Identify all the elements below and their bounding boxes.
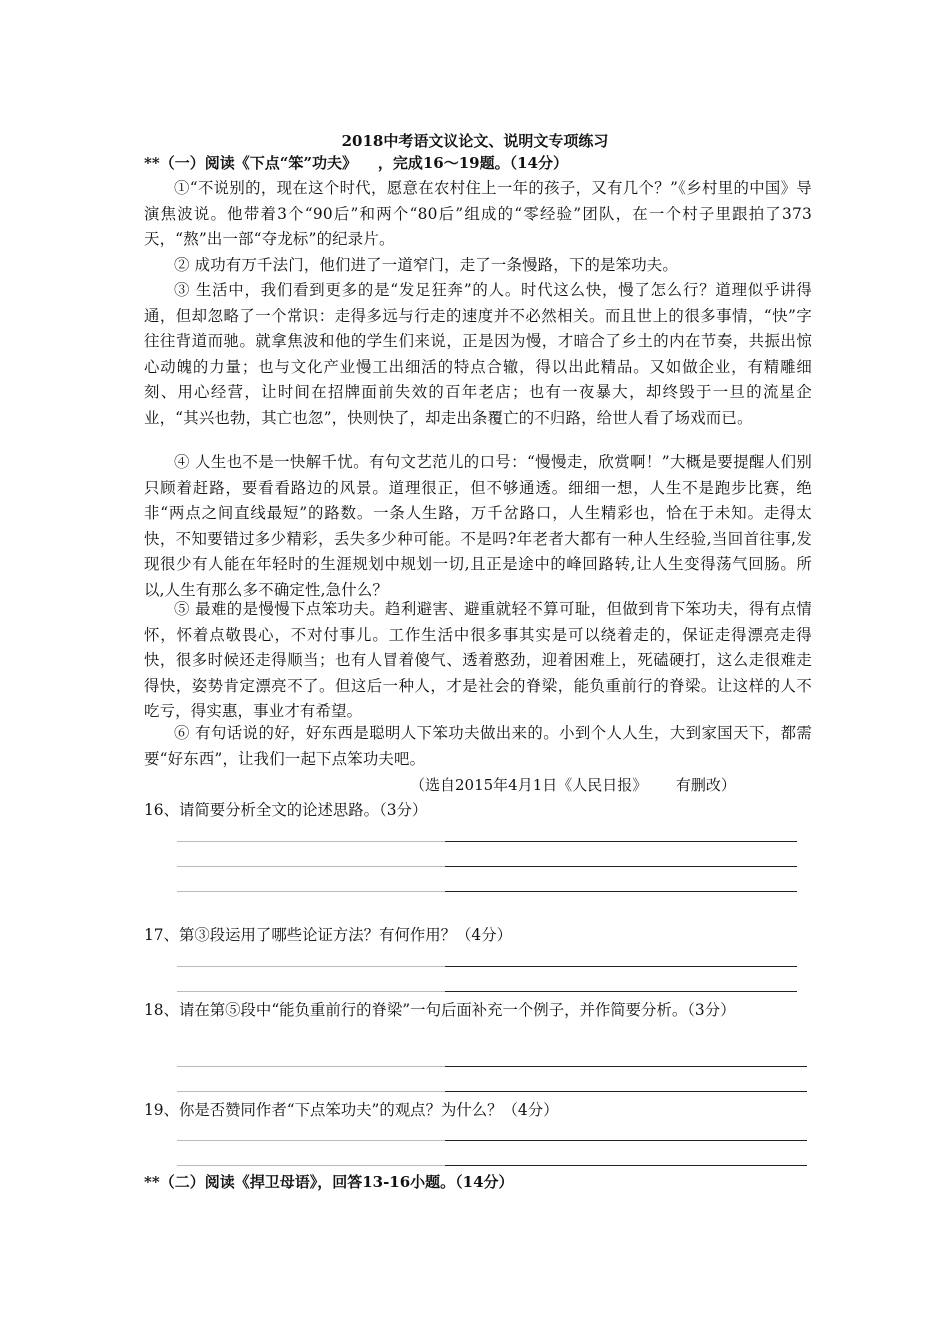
answer-line[interactable] [177, 1091, 807, 1092]
answer-line[interactable] [177, 866, 797, 867]
paragraph-6: ⑥ 有句话说的好，好东西是聪明人下笨功夫做出来的。小到个人人生，大到家国天下，都需要“好东西”，让我们一起下点笨功夫吧。 [144, 724, 812, 768]
question-16: 16、请简要分析全文的论述思路。（3分） [144, 801, 428, 819]
question-19: 19、你是否赞同作者“下点笨功夫”的观点？为什么？（4分） [144, 1101, 559, 1119]
paragraph-4: ④ 人生也不是一快解千忧。有句文艺范儿的口号：“慢慢走，欣赏啊！”大概是要提醒人们别只顾着赶路，要看看路边的风景。道理很正，但不够通透。细细一想，人生不是跑步比赛，绝非“两点之间直线最短”的路数。一条人生路，万千岔路口，人生精彩也，恰在于未知。走得太快，不知要错过多少精彩，丢失多少种可能。不是吗?年老者大都有一种人生经验,当回首往事,发现很少有人能在年轻时的生涯规划中规划一切,且正是途中的峰回路转,让人生变得荡气回肠。所以,人生有那么多不确定性,急什么？ [144, 453, 812, 599]
answer-line[interactable] [177, 841, 797, 842]
question-18: 18、请在第⑤段中“能负重前行的脊梁”一句后面补充一个例子，并作简要分析。（3分） [144, 1001, 736, 1019]
answer-line[interactable] [177, 966, 797, 967]
paragraph-1: ①“不说别的，现在这个时代，愿意在农村住上一年的孩子，又有几个？”《乡村里的中国》导演焦波说。他带着3个“90后”和两个“80后”组成的“零经验”团队，在一个村子里跟拍了373天，“熬”出一部“夺龙标”的纪录片。 [144, 179, 812, 249]
section-1-heading: **（一）阅读《下点“笨”功夫》 ，完成16～19题。（14分） [144, 154, 568, 172]
paragraph-2: ② 成功有万千法门，他们进了一道窄门，走了一条慢路，下的是笨功夫。 [174, 256, 678, 274]
answer-line[interactable] [177, 991, 797, 992]
answer-line[interactable] [177, 1165, 807, 1166]
paragraph-5: ⑤ 最难的是慢慢下点笨功夫。趋利避害、避重就轻不算可耻，但做到肯下笨功夫，得有点情怀，怀着点敬畏心，不对付事儿。工作生活中很多事其实是可以绕着走的，保证走得漂亮走得快，很多时候还走得顺当；也有人冒着傻气、透着憨劲，迎着困难上，死磕硬打，这么走很难走得快，姿势肯定漂亮不了。但这后一种人，才是社会的脊梁，能负重前行的脊梁。让这样的人不吃亏，得实惠，事业才有希望。 [144, 600, 812, 721]
answer-line[interactable] [177, 891, 797, 892]
answer-line[interactable] [177, 1066, 807, 1067]
paragraph-3: ③ 生活中，我们看到更多的是“发足狂奔”的人。时代这么快，慢了怎么行？道理似乎讲得通，但却忽略了一个常识：走得多远与行走的速度并不必然相关。而且世上的很多事情，“快”字往往背道而驰。就拿焦波和他的学生们来说，正是因为慢，才暗合了乡土的内在节奏，共振出惊心动魄的力量；也与文化产业慢工出细活的特点合辙，得以出此精品。又如做企业，有精雕细刻、用心经营，让时间在招牌面前失效的百年老店；也有一夜暴大，却终毁于一旦的流星企业，“其兴也勃，其亡也忽”，快则快了，却走出条覆亡的不归路，给世人看了场戏而已。 [144, 281, 812, 427]
answer-line[interactable] [177, 1140, 807, 1141]
question-17: 17、第③段运用了哪些论证方法？有何作用？（4分） [144, 926, 512, 944]
section-2-heading: **（二）阅读《捍卫母语》，回答13-16小题。（14分） [144, 1173, 514, 1191]
article-source: （选自2015年4月1日《人民日报》 有删改） [410, 776, 736, 794]
document-title: 2018中考语文议论文、说明文专项练习 [341, 132, 609, 150]
